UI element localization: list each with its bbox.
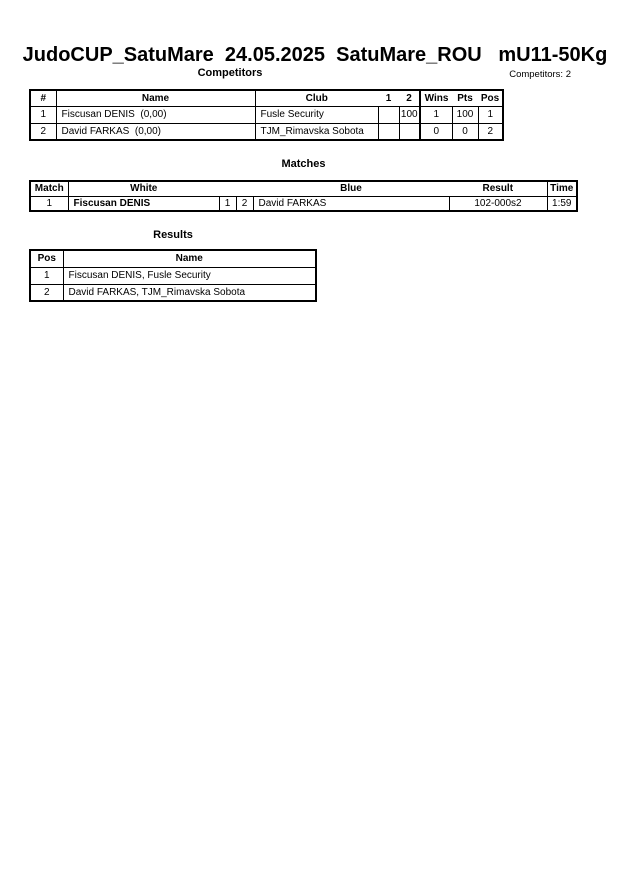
- match-number: 1: [30, 196, 68, 211]
- col-header-name: Name: [63, 250, 316, 267]
- result-pos: 2: [30, 284, 63, 301]
- competitors-section-heading: Competitors: [197, 67, 263, 79]
- competitors-table: [29, 89, 504, 141]
- match-result: 102-000s2: [449, 196, 547, 211]
- competitor-name: Fiscusan DENIS (0,00): [56, 106, 255, 123]
- matches-section-heading: Matches: [281, 158, 326, 170]
- results-section-heading: Results: [153, 229, 193, 241]
- results-header-row: [30, 250, 316, 267]
- blue-competitor-name: David FARKAS: [253, 196, 449, 211]
- page-title: JudoCUP_SatuMare 24.05.2025 SatuMare_ROU mU11-50Kg: [22, 44, 608, 66]
- competitors-header-row: [30, 90, 503, 106]
- col-header-pos: Pos: [478, 90, 503, 106]
- score-vs-2: 100: [399, 106, 420, 123]
- white-competitor-number: 1: [219, 196, 236, 211]
- competitor-pos: 2: [478, 123, 503, 140]
- competitor-pos: 1: [478, 106, 503, 123]
- competitor-name: David FARKAS (0,00): [56, 123, 255, 140]
- score-vs-1: [378, 123, 399, 140]
- score-vs-2: [399, 123, 420, 140]
- col-header-opponent-2: 2: [399, 90, 420, 106]
- col-header-pts: Pts: [452, 90, 478, 106]
- score-vs-1: [378, 106, 399, 123]
- match-time: 1:59: [547, 196, 577, 211]
- matches-header-row: [30, 181, 577, 196]
- result-row: [30, 284, 316, 301]
- competitor-number: 1: [30, 106, 56, 123]
- competitor-pts: 100: [452, 106, 478, 123]
- results-table: [29, 249, 317, 302]
- competitor-row: [30, 106, 503, 123]
- competitor-wins: 1: [420, 106, 452, 123]
- col-header-club: Club: [255, 90, 378, 106]
- competitor-club: TJM_Rimavska Sobota: [255, 123, 378, 140]
- match-row: [30, 196, 577, 211]
- col-header-match: Match: [30, 181, 68, 196]
- matches-table: [29, 180, 578, 212]
- col-header-white: White: [68, 181, 219, 196]
- competitor-pts: 0: [452, 123, 478, 140]
- col-header-wins: Wins: [420, 90, 452, 106]
- competitors-count-label: Competitors: 2: [509, 69, 571, 80]
- result-name: Fiscusan DENIS, Fusle Security: [63, 267, 316, 284]
- score-columns-spacer: [219, 181, 253, 196]
- result-name: David FARKAS, TJM_Rimavska Sobota: [63, 284, 316, 301]
- col-header-opponent-1: 1: [378, 90, 399, 106]
- competitor-row: [30, 123, 503, 140]
- competitor-number: 2: [30, 123, 56, 140]
- result-pos: 1: [30, 267, 63, 284]
- competitor-wins: 0: [420, 123, 452, 140]
- col-header-time: Time: [547, 181, 577, 196]
- col-header-result: Result: [449, 181, 547, 196]
- white-competitor-name: Fiscusan DENIS: [68, 196, 219, 211]
- result-row: [30, 267, 316, 284]
- blue-competitor-number: 2: [236, 196, 253, 211]
- col-header-blue: Blue: [253, 181, 449, 196]
- competitor-club: Fusle Security: [255, 106, 378, 123]
- col-header-number: #: [30, 90, 56, 106]
- col-header-pos: Pos: [30, 250, 63, 267]
- col-header-name: Name: [56, 90, 255, 106]
